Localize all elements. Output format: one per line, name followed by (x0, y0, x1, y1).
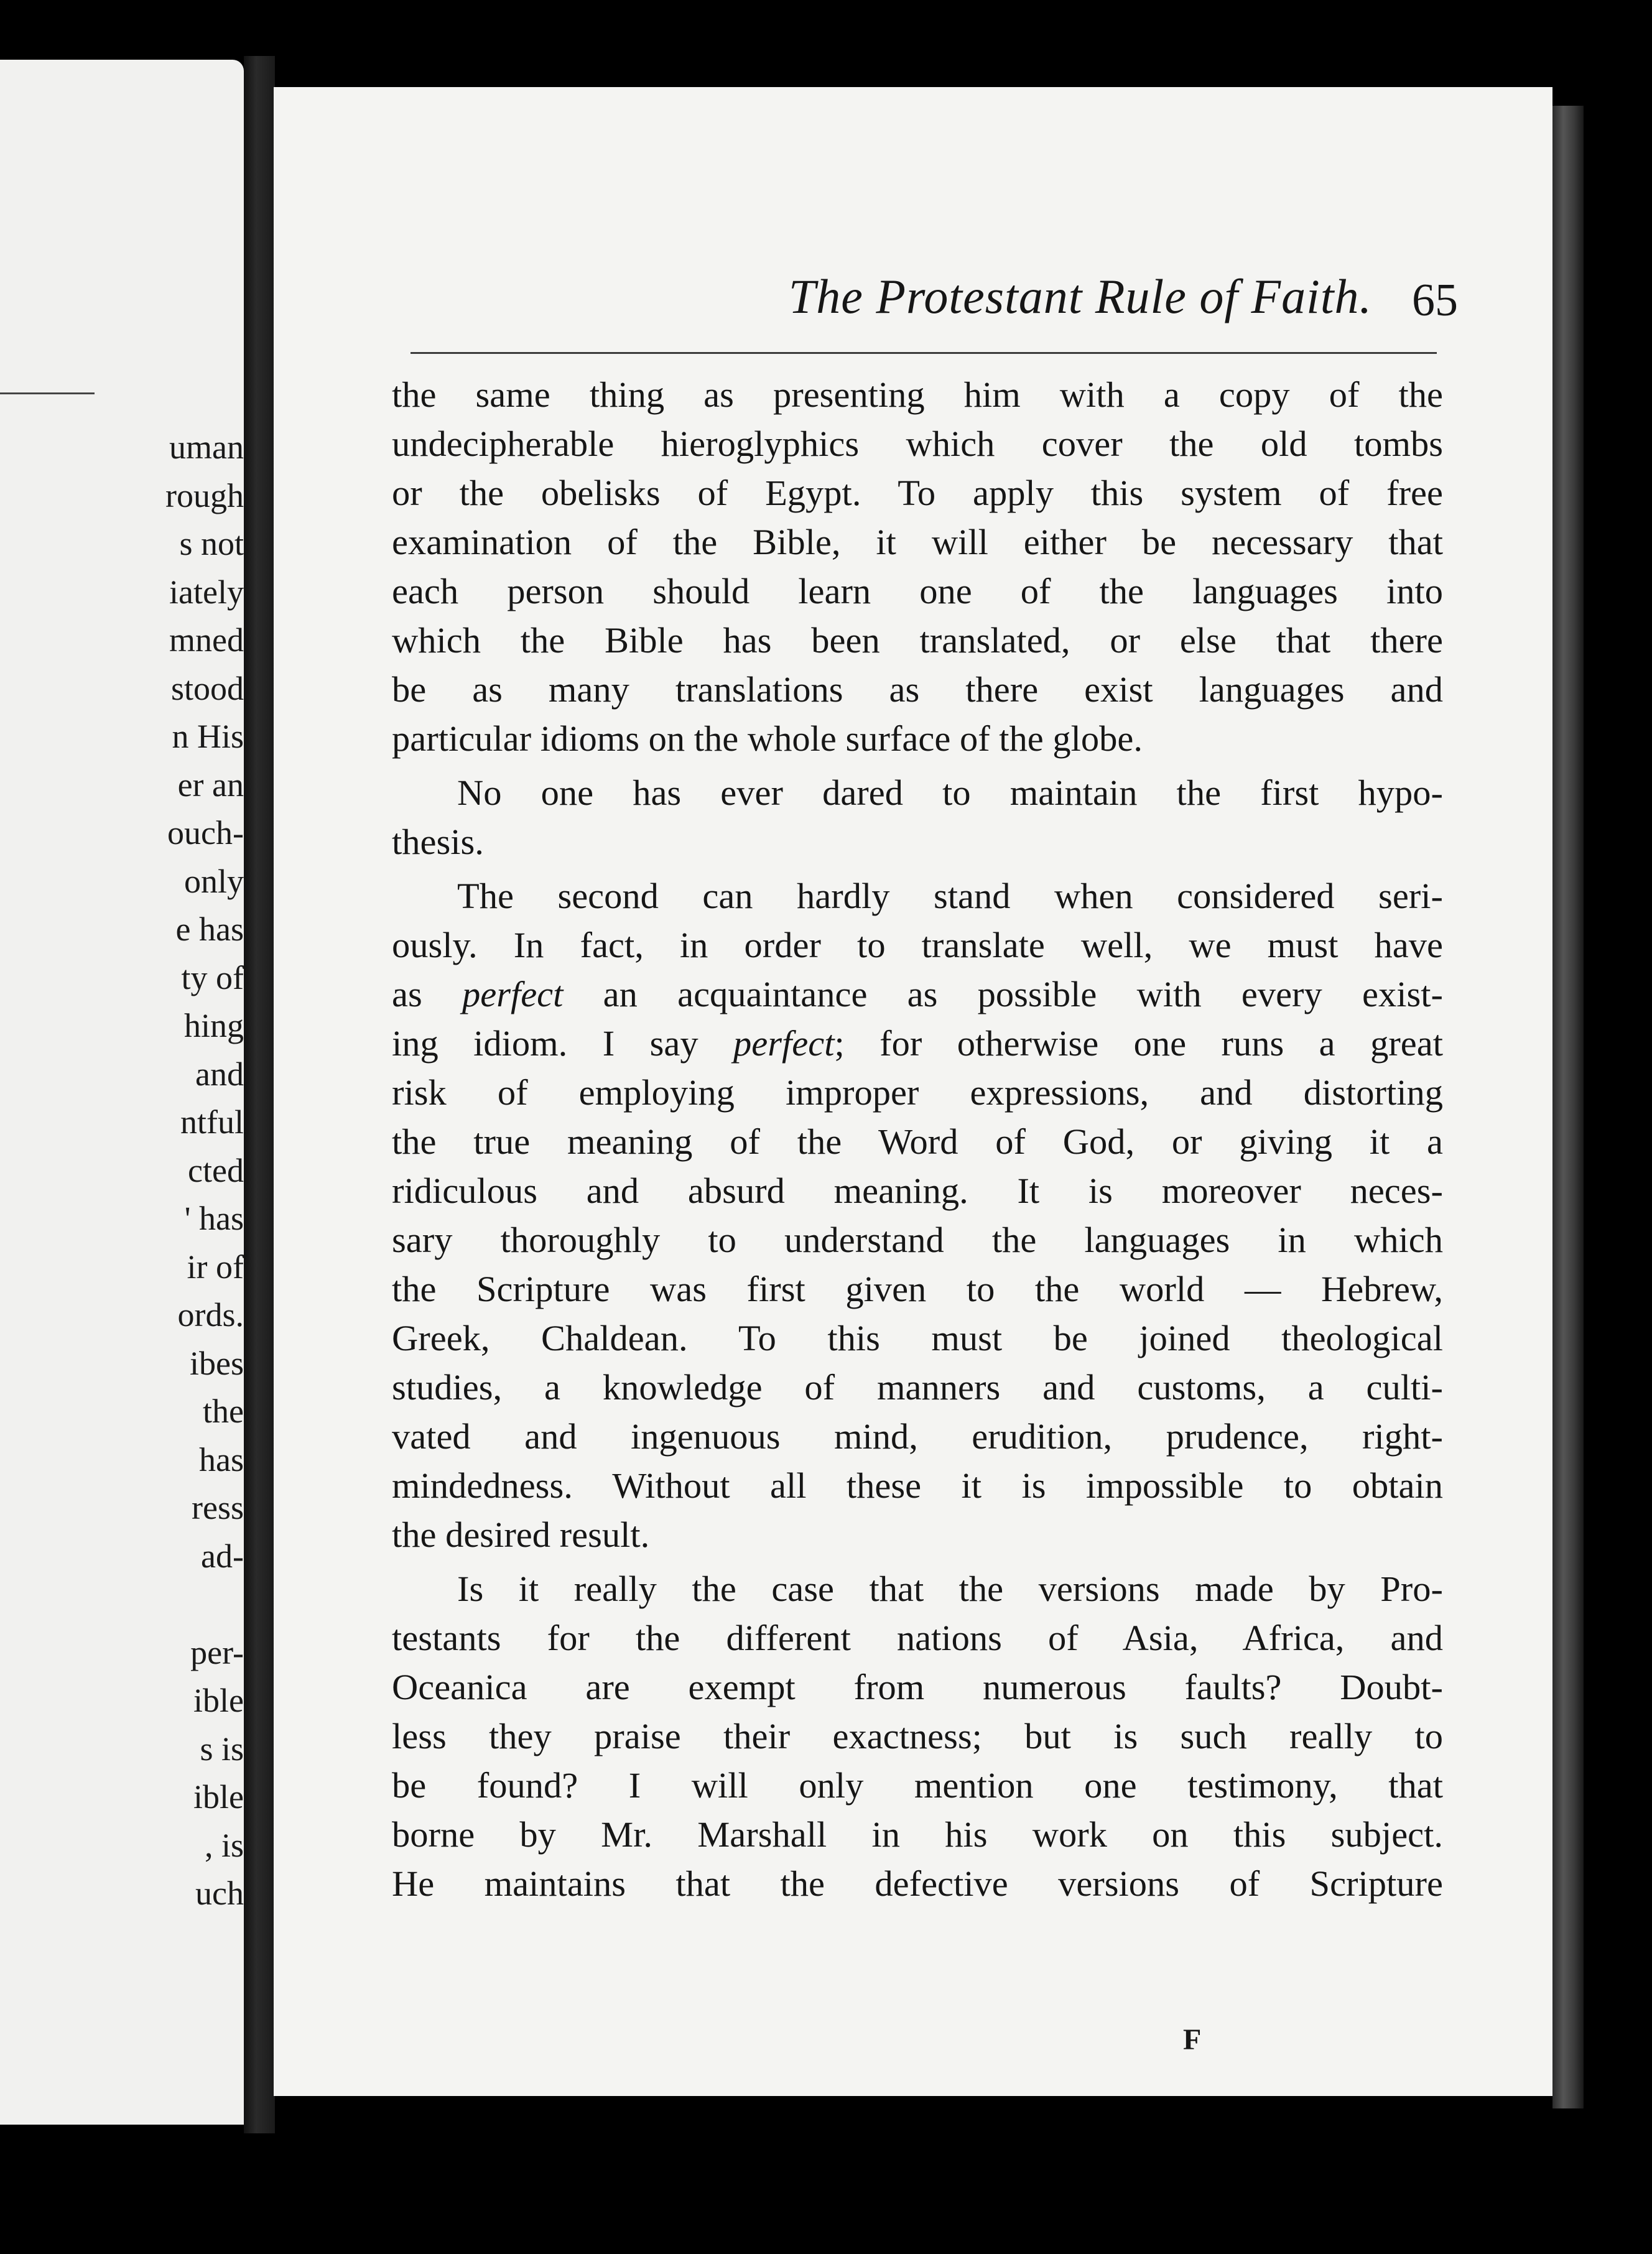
text-line: Is it really the case that the versions made by Pro- (457, 1569, 1443, 1609)
previous-page-line-fragment: ible (193, 1682, 244, 1719)
text-line: risk of employing improper expressions, and distorting (392, 1072, 1443, 1113)
text-line: borne by Mr. Marshall in his work on this subject. (392, 1814, 1443, 1855)
previous-page-line-fragment: cted (188, 1151, 244, 1189)
text-line: testants for the different nations of Asia, Africa, and (392, 1618, 1443, 1658)
previous-page-line-fragment: uman (169, 429, 244, 466)
text-line: thesis. (392, 822, 484, 862)
previous-page-line-fragment: ' has (184, 1200, 244, 1237)
previous-page-line-fragment: stood (170, 669, 244, 707)
text-line: which the Bible has been translated, or else that there (392, 620, 1443, 661)
text-line: studies, a knowledge of manners and customs, a culti- (392, 1367, 1443, 1408)
text-line: less they praise their exactness; but is such really to (392, 1716, 1443, 1756)
header-rule (411, 352, 1437, 354)
page-number: 65 (1412, 275, 1458, 326)
previous-page-line-fragment: n His (172, 718, 244, 755)
previous-page-line-fragment: hing (183, 1007, 244, 1044)
page (274, 87, 1552, 2096)
paragraph-gap (392, 866, 1443, 871)
previous-page-fragment (0, 60, 244, 2125)
previous-page-line-fragment: rough (165, 476, 244, 514)
text-line: undecipherable hieroglyphics which cover the old tombs (392, 424, 1443, 464)
text-line: mindedness. Without all these it is impossible to obtain (392, 1465, 1443, 1506)
previous-page-line-fragment: the (203, 1393, 244, 1430)
previous-page-line-fragment: ty of (181, 958, 244, 996)
text-line: ridiculous and absurd meaning. It is moreover neces- (392, 1171, 1443, 1211)
text-line: Greek, Chaldean. To this must be joined theological (392, 1318, 1443, 1358)
previous-page-line-fragment: and (195, 1055, 244, 1093)
previous-page-line-fragment: s is (200, 1730, 244, 1768)
previous-page-line-fragment: ntful (180, 1103, 244, 1141)
previous-page-header-rule (0, 392, 95, 394)
running-head-title: The Protestant Rule of Faith. (788, 269, 1372, 323)
text-line: each person should learn one of the languages into (392, 571, 1443, 611)
previous-page-text (57, 424, 244, 1918)
previous-page-line-fragment: s not (179, 525, 244, 562)
text-line: The second can hardly stand when considered seri- (457, 876, 1443, 916)
previous-page-line-fragment (57, 1580, 244, 1629)
text-line: be as many translations as there exist languages and (392, 669, 1443, 710)
previous-page-line-fragment: only (183, 862, 244, 900)
text-line: He maintains that the defective versions of Scripture (392, 1863, 1443, 1904)
previous-page-line-fragment: ible (193, 1778, 244, 1816)
previous-page-line-fragment: iately (169, 573, 244, 611)
book-gutter (244, 56, 275, 2133)
text-line: the true meaning of the Word of God, or giving it a (392, 1121, 1443, 1162)
body-text (392, 370, 1443, 1908)
previous-page-line-fragment: er an (177, 766, 244, 804)
paragraph-gap (392, 1559, 1443, 1564)
text-line: vated and ingenuous mind, erudition, prudence, right- (392, 1416, 1443, 1457)
text-line: Oceanica are exempt from numerous faults? Doubt- (392, 1667, 1443, 1707)
text-line: be found? I will only mention one testimony, that (392, 1765, 1443, 1806)
previous-page-line-fragment: per- (190, 1633, 244, 1671)
text-line: examination of the Bible, it will either be necessary that (392, 522, 1443, 562)
previous-page-line-fragment: ad- (201, 1537, 244, 1575)
paragraph-gap (392, 763, 1443, 768)
signature-mark: F (1183, 2023, 1202, 2056)
previous-page-line-fragment: e has (175, 911, 244, 948)
text-line: particular idioms on the whole surface of the globe. (392, 718, 1143, 759)
previous-page-line-fragment: ouch- (167, 814, 244, 851)
previous-page-line-fragment: ir of (187, 1248, 244, 1286)
text-line: sary thoroughly to understand the languages in which (392, 1220, 1443, 1260)
previous-page-line-fragment: mned (169, 621, 244, 659)
text-line: or the obelisks of Egypt. To apply this system of free (392, 473, 1443, 513)
text-line: ing idiom. I say perfect; for otherwise one runs a great (392, 1023, 1443, 1064)
previous-page-line-fragment: ibes (190, 1344, 244, 1382)
text-line: the same thing as presenting him with a copy of the (392, 374, 1443, 415)
previous-page-line-fragment: ords. (177, 1296, 244, 1333)
previous-page-line-fragment: uch (195, 1875, 244, 1912)
text-line: the desired result. (392, 1514, 650, 1555)
running-head (274, 262, 1372, 331)
text-line: the Scripture was first given to the world — Hebrew, (392, 1269, 1443, 1309)
page-edge-shadow (1552, 106, 1584, 2108)
text-line: as perfect an acquaintance as possible with every exist- (392, 974, 1443, 1014)
previous-page-line-fragment: , is (204, 1826, 244, 1864)
text-line: No one has ever dared to maintain the first hypo- (457, 772, 1443, 813)
text-line: ously. In fact, in order to translate well, we must have (392, 925, 1443, 965)
previous-page-line-fragment: has (199, 1440, 244, 1478)
previous-page-line-fragment: ress (192, 1489, 244, 1526)
